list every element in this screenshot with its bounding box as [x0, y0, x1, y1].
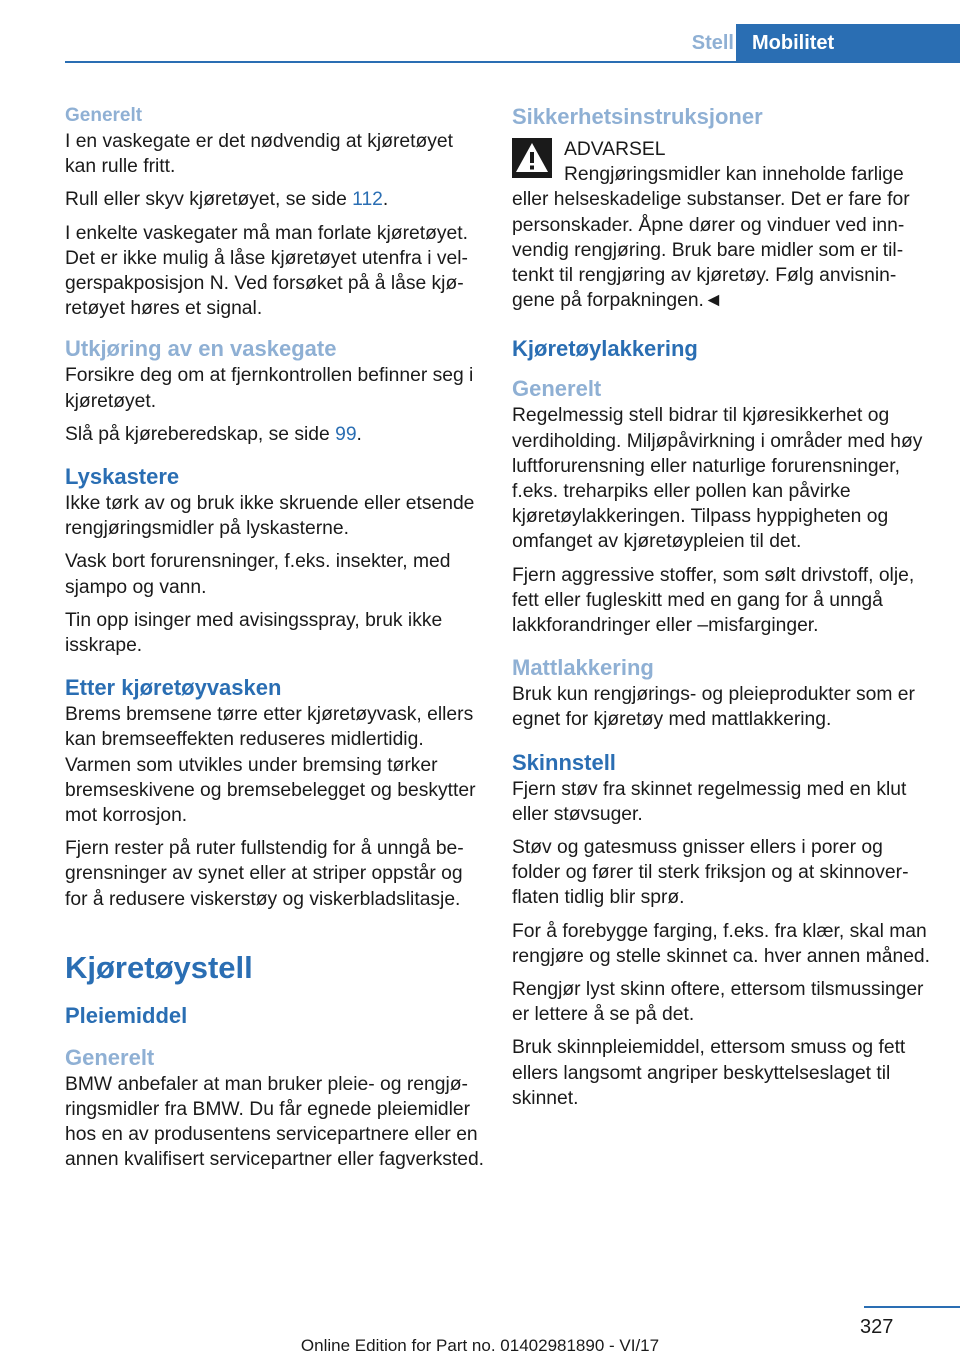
paragraph: Fjern aggressive stoffer, som sølt drivstoff, olje, fett eller fugleskitt med en gang for å unngå lakkforandringer eller –misfarginger.	[512, 564, 915, 637]
paragraph: Regelmessig stell bidrar til kjøresikkerhet og verdiholding. Miljøpåvirkning i områder med høy luftforurensning eller naturlige forurensninger, f.eks. treharpiks eller pollen kan påvirke kjøretøylakkeringen. Tilpass hyppigheten og omfanget av kjøretøypleien til det.	[512, 405, 923, 553]
section-heading: Lyskastere	[65, 464, 180, 490]
left-column	[65, 103, 485, 1181]
paragraph: For å forebygge farging, f.eks. fra klær, skal man rengjøre og stelle skinnet ca. hver annen måned.	[512, 920, 931, 967]
paragraph-with-link: Rull eller skyv kjøretøyet, se side 112.	[65, 189, 389, 211]
paragraph: BMW anbefaler at man bruker pleie- og rengjøringsmidler fra BMW. Du får egnede pleiemidler hos en av produsentens servicepartnere eller en annen kvalifisert servicepartner eller fagverksted.	[65, 1073, 485, 1171]
paragraph: I en vaskegate er det nødvendig at kjøretøyet kan rulle fritt.	[65, 131, 453, 178]
paragraph: Bruk skinnpleiemiddel, ettersom smuss og fett ellers langsomt angriper beskyttelseslaget til skinnet.	[512, 1037, 906, 1109]
section-heading: Etter kjøretøyvasken	[65, 675, 282, 701]
paragraph: Brems bremsene tørre etter kjøretøyvask, ellers kan bremseeffekten reduseres midlertidig. Varmen som utvikles under bremsing tørker bremseskivene og bremsebelegget og beskytter mot korrosjon.	[65, 704, 476, 827]
page-number: 327	[860, 1316, 894, 1338]
warning-block	[512, 137, 932, 162]
paragraph: Vask bort forurensninger, f.eks. insekter, med sjampo og vann.	[65, 551, 451, 598]
right-column	[512, 103, 932, 1119]
section-heading: Generelt	[65, 105, 143, 126]
page-link-112[interactable]: 112	[352, 189, 383, 211]
paragraph: I enkelte vaskegater må man forlate kjøretøyet. Det er ikke mulig å låse kjøretøyet utenfra i velgerspakposisjon N. Ved forsøket på å låse kjøretøyet høres et signal.	[65, 222, 468, 320]
paragraph: Fjern rester på ruter fullstendig for å unngå begrensninger av synet eller at striper oppstår og for å redusere viskerstøy og viskerbladslitasje.	[65, 838, 464, 910]
paragraph: Fjern støv fra skinnet regelmessig med en klut eller støvsuger.	[512, 778, 907, 825]
edition-footer: Online Edition for Part no. 01402981890 - VI/17	[300, 1336, 660, 1355]
tab-stell[interactable]: Stell	[691, 32, 734, 54]
paragraph: Rengjør lyst skinn oftere, ettersom tilsmussinger er lettere å se på det.	[512, 979, 924, 1026]
tab-mobilitet[interactable]: Mobilitet	[736, 24, 960, 62]
warning-text: Rengjøringsmidler kan inneholde farlige eller helseskadelige substanser. Det er fare for personskader. Åpne dører og vinduer ved innvendig rengjøring. Bruk bare midler som er tiltenkt til rengjøring av kjøretøy. Følg anvisningene på forpakningen.◄	[512, 164, 910, 312]
chapter-title: Kjøretøystell	[65, 949, 253, 985]
section-heading: Generelt	[65, 1044, 155, 1070]
paragraph: Tin opp isinger med avisingsspray, bruk ikke isskrape.	[65, 609, 443, 657]
section-heading: Kjøretøylakkering	[512, 336, 698, 362]
paragraph: Støv og gatesmuss gnisser ellers i porer og folder og fører til sterk friksjon og at skinnoverflaten tidlig blir sprø.	[512, 837, 909, 909]
paragraph: Bruk kun rengjørings- og pleieprodukter som er egnet for kjøretøy med mattlakkering.	[512, 684, 915, 731]
paragraph: Forsikre deg om at fjernkontrollen befinner seg i kjøretøyet.	[65, 365, 474, 412]
warning-title: ADVARSEL	[564, 139, 666, 160]
section-heading: Mattlakkering	[512, 655, 654, 681]
section-heading: Generelt	[512, 376, 602, 402]
warning-triangle-icon	[512, 138, 552, 178]
paragraph: Ikke tørk av og bruk ikke skruende eller etsende rengjøringsmidler på lyskasterne.	[65, 493, 475, 540]
page-link-99[interactable]: 99	[335, 423, 357, 445]
section-heading: Utkjøring av en vaskegate	[65, 336, 337, 362]
paragraph-with-link: Slå på kjøreberedskap, se side 99.	[65, 423, 362, 445]
section-heading: Pleiemiddel	[65, 1002, 188, 1028]
footer-rule	[864, 1306, 960, 1308]
section-heading: Skinnstell	[512, 749, 616, 775]
section-heading: Sikkerhetsinstruksjoner	[512, 104, 763, 129]
